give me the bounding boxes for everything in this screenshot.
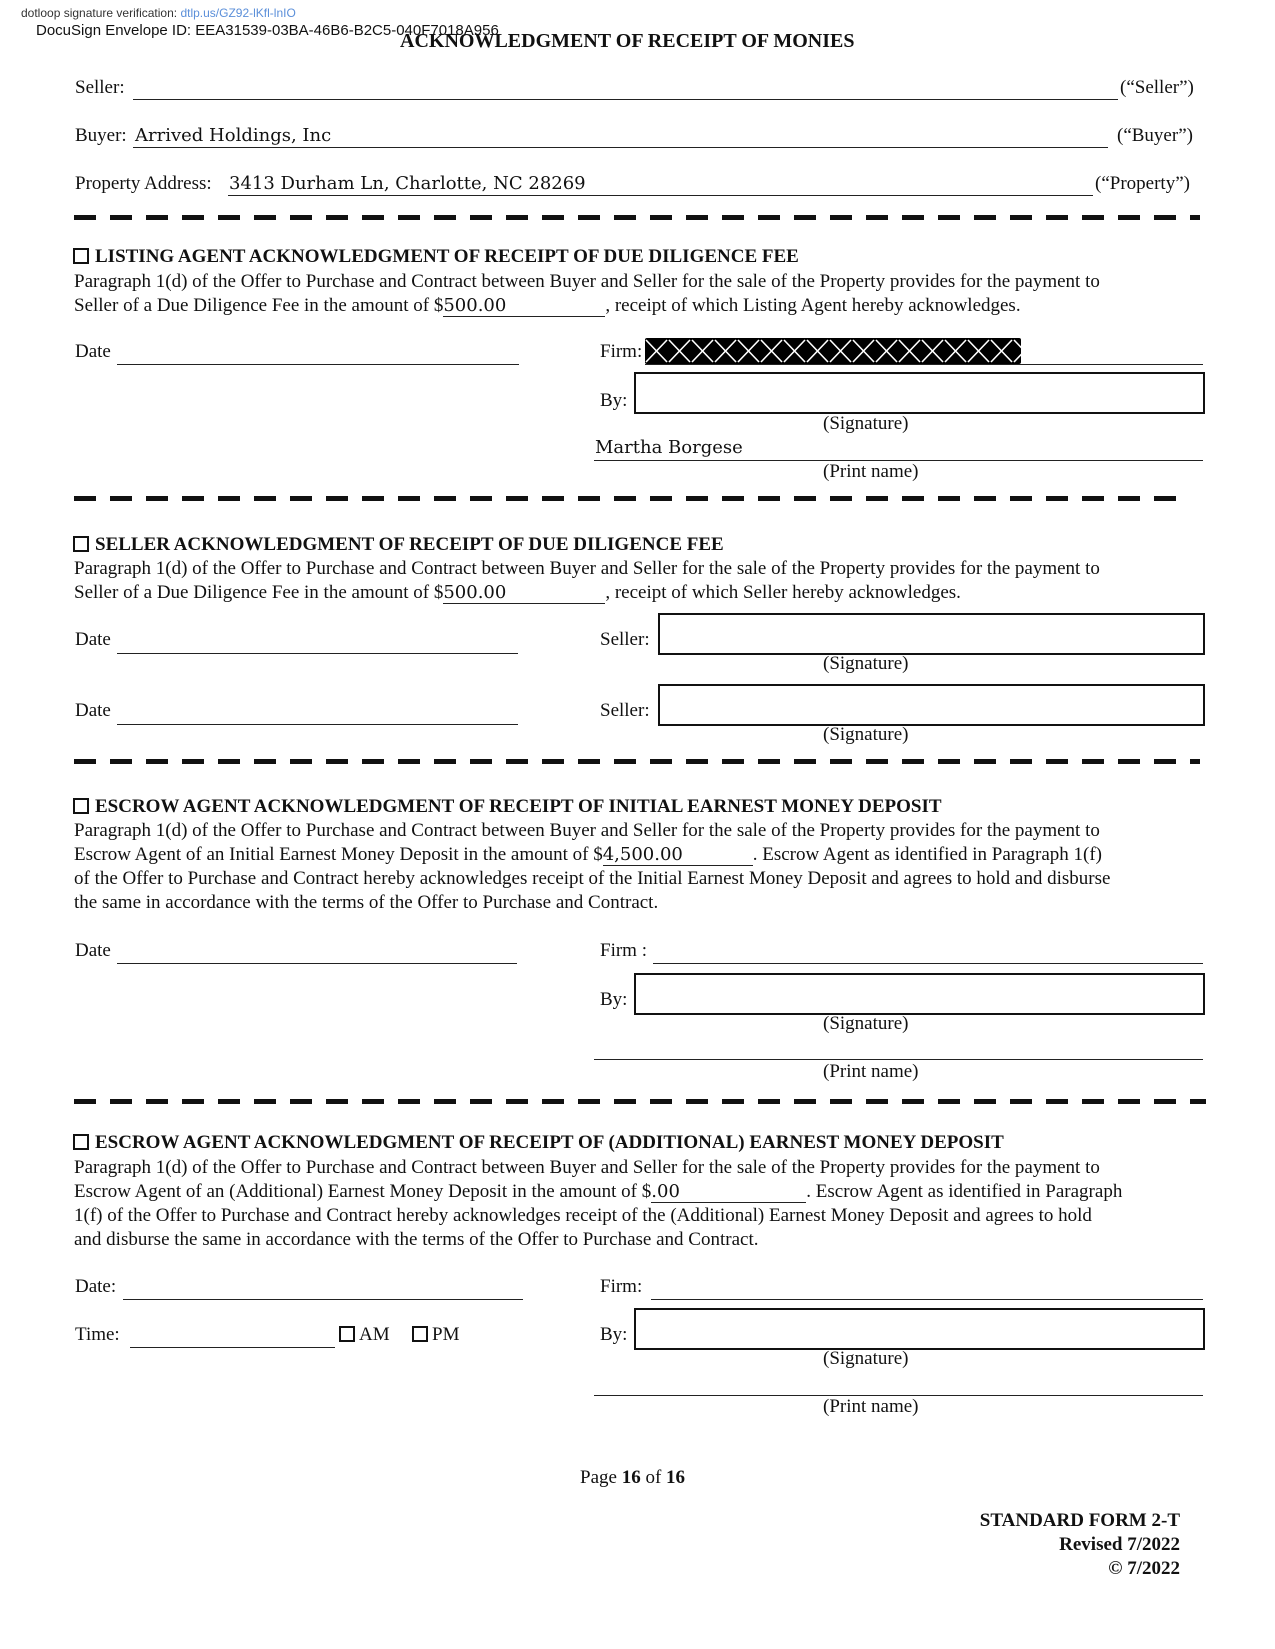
section3-by-label: By:: [600, 989, 628, 1010]
verification-label: dotloop signature verification:: [21, 6, 178, 20]
seller-label: Seller:: [75, 77, 125, 98]
section1-print-name-value: Martha Borgese: [595, 437, 743, 458]
section3-date-label: Date: [75, 940, 111, 961]
section4-firm-label: Firm:: [600, 1276, 643, 1297]
am-label: AM: [359, 1324, 390, 1345]
section3-line2-pre: Escrow Agent of an Initial Earnest Money Deposit in the amount of $: [74, 844, 603, 865]
buyer-suffix: (“Buyer”): [1117, 125, 1193, 146]
page-current: 16: [621, 1467, 641, 1488]
section4-date-field[interactable]: [123, 1299, 523, 1300]
section1-line2: [74, 294, 1202, 318]
section4-checkbox[interactable]: [73, 1134, 89, 1150]
section4-line1: Paragraph 1(d) of the Offer to Purchase and Contract between Buyer and Seller for the sale of the Property provides for the payment to: [74, 1157, 1100, 1178]
section3-heading: [73, 796, 942, 818]
section3-line2-post: . Escrow Agent as identified in Paragraph 1(f): [752, 844, 1103, 865]
section-divider: [74, 759, 1200, 764]
section4-line2: [74, 1180, 1202, 1204]
section4-pm-option[interactable]: [412, 1324, 459, 1346]
section1-print-name-caption: (Print name): [823, 461, 919, 482]
section4-by-label: By:: [600, 1324, 628, 1345]
form-name: STANDARD FORM 2-T: [979, 1510, 1180, 1531]
section4-time-label: Time:: [75, 1324, 120, 1345]
section4-heading-text: ESCROW AGENT ACKNOWLEDGMENT OF RECEIPT OF (ADDITIONAL) EARNEST MONEY DEPOSIT: [95, 1132, 1004, 1153]
pm-checkbox[interactable]: [412, 1326, 428, 1342]
section3-heading-text: ESCROW AGENT ACKNOWLEDGMENT OF RECEIPT OF INITIAL EARNEST MONEY DEPOSIT: [95, 796, 942, 817]
section4-line4: and disburse the same in accordance with the terms of the Offer to Purchase and Contract.: [74, 1229, 759, 1250]
section2-date1-field[interactable]: [117, 653, 518, 654]
page-of: of: [640, 1467, 667, 1488]
form-revised: Revised 7/2022: [1059, 1534, 1180, 1555]
section1-checkbox[interactable]: [73, 248, 89, 264]
section2-amount-field[interactable]: 500.00: [443, 582, 605, 604]
section2-seller2-signature-box[interactable]: [658, 684, 1205, 726]
section3-signature-caption: (Signature): [823, 1013, 909, 1034]
section3-line2: [74, 843, 1202, 867]
section3-paragraph: [74, 819, 1202, 915]
buyer-value: Arrived Holdings, Inc: [135, 125, 332, 146]
pm-label: PM: [432, 1324, 460, 1345]
section1-line2-pre: Seller of a Due Diligence Fee in the amount of $: [74, 295, 444, 316]
section2-date2-label: Date: [75, 700, 111, 721]
section2-heading: [73, 534, 724, 556]
section2-line2: [74, 581, 1202, 605]
envelope-id: DocuSign Envelope ID: EEA31539-03BA-46B6-B2C5-040F7018A956: [36, 22, 499, 39]
section3-firm-label: Firm :: [600, 940, 647, 961]
am-checkbox[interactable]: [339, 1326, 355, 1342]
section2-checkbox[interactable]: [73, 536, 89, 552]
section2-date1-label: Date: [75, 629, 111, 650]
section1-heading-text: LISTING AGENT ACKNOWLEDGMENT OF RECEIPT OF DUE DILIGENCE FEE: [95, 246, 799, 267]
verification-link[interactable]: dtlp.us/GZ92-lKfl-lnIO: [180, 6, 296, 20]
section-divider: [74, 496, 1186, 501]
section4-time-field[interactable]: [130, 1347, 335, 1348]
section4-firm-field[interactable]: [651, 1299, 1203, 1300]
section4-line2-pre: Escrow Agent of an (Additional) Earnest Money Deposit in the amount of $: [74, 1181, 652, 1202]
form-copyright: © 7/2022: [1108, 1558, 1180, 1579]
section2-paragraph: [74, 557, 1202, 605]
section4-paragraph: [74, 1156, 1202, 1252]
page-total: 16: [666, 1467, 686, 1488]
section3-print-name-field[interactable]: [594, 1059, 1203, 1060]
section1-date-field[interactable]: [117, 364, 519, 365]
section-divider: [74, 215, 1200, 220]
property-field[interactable]: [228, 195, 1093, 196]
section4-print-name-caption: (Print name): [823, 1396, 919, 1417]
section1-line1: Paragraph 1(d) of the Offer to Purchase and Contract between Buyer and Seller for the sale of the Property provides for the payment to: [74, 271, 1100, 292]
property-suffix: (“Property”): [1095, 173, 1190, 194]
section1-firm-label: Firm:: [600, 341, 643, 362]
section1-paragraph: [74, 270, 1202, 318]
property-value: 3413 Durham Ln, Charlotte, NC 28269: [229, 173, 586, 194]
section4-signature-box[interactable]: [634, 1308, 1205, 1350]
section4-heading: [73, 1132, 1004, 1154]
section3-line1: Paragraph 1(d) of the Offer to Purchase and Contract between Buyer and Seller for the sale of the Property provides for the payment to: [74, 820, 1100, 841]
section4-date-label: Date:: [75, 1276, 117, 1297]
section3-firm-field[interactable]: [653, 963, 1203, 964]
section1-line2-post: , receipt of which Listing Agent hereby acknowledges.: [605, 295, 1021, 316]
buyer-field[interactable]: [133, 147, 1108, 148]
section1-by-label: By:: [600, 390, 628, 411]
form-footer: [880, 1509, 1180, 1581]
section1-date-label: Date: [75, 341, 111, 362]
section2-heading-text: SELLER ACKNOWLEDGMENT OF RECEIPT OF DUE DILIGENCE FEE: [95, 534, 724, 555]
seller-suffix: (“Seller”): [1120, 77, 1194, 98]
section3-date-field[interactable]: [117, 963, 517, 964]
section2-seller1-label: Seller:: [600, 629, 650, 650]
section3-signature-box[interactable]: [634, 973, 1205, 1015]
section3-print-name-caption: (Print name): [823, 1061, 919, 1082]
page-title: ACKNOWLEDGMENT OF RECEIPT OF MONIES: [400, 30, 855, 52]
section4-line2-post: . Escrow Agent as identified in Paragraph: [806, 1181, 1123, 1202]
section-divider: [74, 1099, 1206, 1104]
section2-seller1-signature-box[interactable]: [658, 613, 1205, 655]
verification-line: [21, 6, 296, 20]
section3-amount-field[interactable]: 4,500.00: [603, 844, 753, 866]
property-label: Property Address:: [75, 173, 212, 194]
seller-field[interactable]: [133, 99, 1118, 100]
section1-signature-caption: (Signature): [823, 413, 909, 434]
section1-amount-field[interactable]: 500.00: [443, 295, 605, 317]
section2-signature2-caption: (Signature): [823, 724, 909, 745]
section3-checkbox[interactable]: [73, 798, 89, 814]
section3-line4: the same in accordance with the terms of the Offer to Purchase and Contract.: [74, 892, 659, 913]
section4-signature-caption: (Signature): [823, 1348, 909, 1369]
section4-am-option[interactable]: [339, 1324, 390, 1346]
page-prefix: Page: [580, 1467, 622, 1488]
section4-line3: 1(f) of the Offer to Purchase and Contract hereby acknowledges receipt of the (Additional) Earnest Money Deposit and agrees to hold: [74, 1205, 1092, 1226]
section2-line2-post: , receipt of which Seller hereby acknowledges.: [605, 582, 961, 603]
page-number: [580, 1467, 685, 1489]
section2-signature1-caption: (Signature): [823, 653, 909, 674]
section3-line3: of the Offer to Purchase and Contract hereby acknowledges receipt of the Initial Earnest Money Deposit and agrees to hold and disburse: [74, 868, 1111, 889]
section2-line1: Paragraph 1(d) of the Offer to Purchase and Contract between Buyer and Seller for the sale of the Property provides for the payment to: [74, 558, 1100, 579]
section2-line2-pre: Seller of a Due Diligence Fee in the amount of $: [74, 582, 444, 603]
buyer-label: Buyer:: [75, 125, 127, 146]
redaction-block: [645, 338, 1021, 364]
section1-firm-field[interactable]: [645, 364, 1203, 365]
section1-heading: [73, 246, 799, 268]
section4-amount-field[interactable]: .00: [651, 1181, 806, 1203]
section2-seller2-label: Seller:: [600, 700, 650, 721]
section2-date2-field[interactable]: [117, 724, 518, 725]
section1-signature-box[interactable]: [634, 372, 1205, 414]
